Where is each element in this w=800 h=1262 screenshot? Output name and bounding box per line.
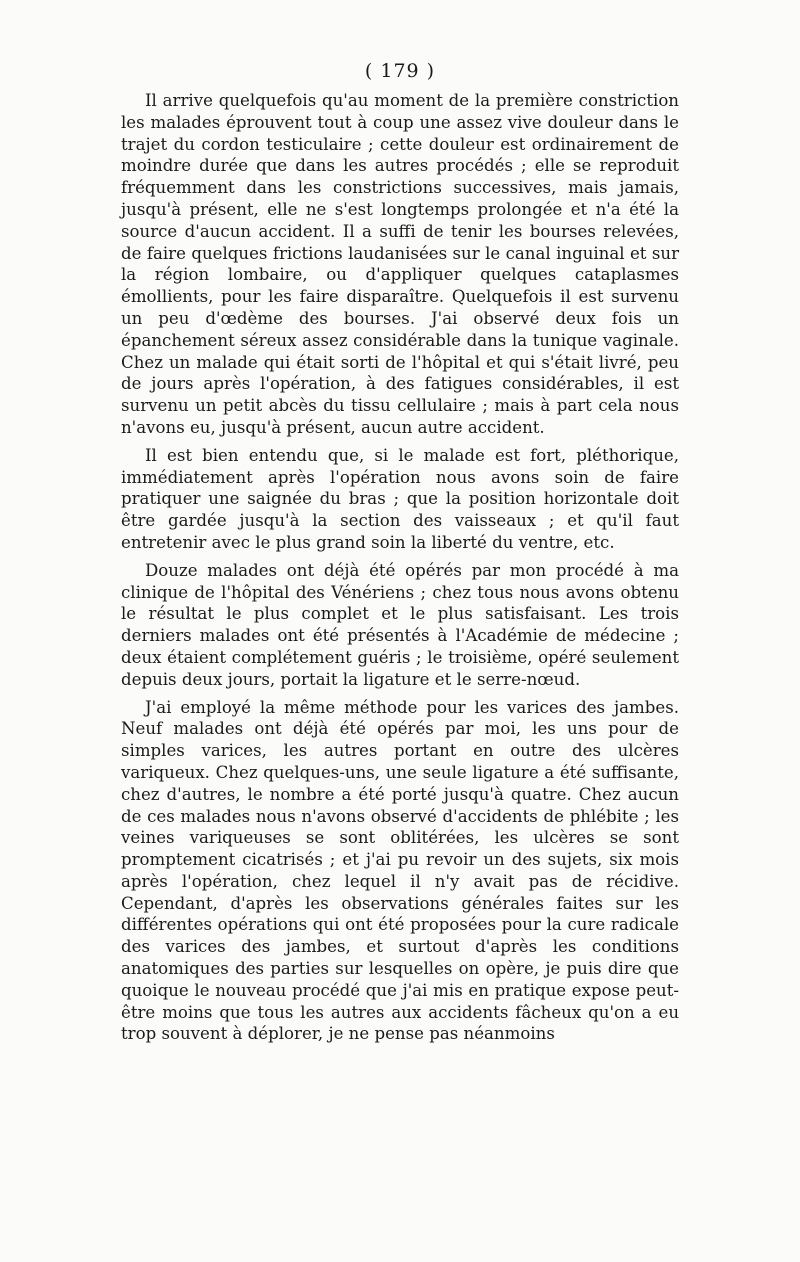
paragraph-constriction-pain: Il arrive quelquefois qu'au moment de la première constriction les malades éprouvent tout à coup une assez vive douleur dans le trajet du cordon testiculaire ; cette douleur est ordinairement de moindre durée que dans les autres procédés ; elle se reproduit fréquemment dans les constrictions successives, mais jamais, jusqu'à présent, elle ne s'est longtemps prolongée et n'a été la source d'aucun accident. Il a suffi de tenir les bourses relevées, de faire quelques frictions laudanisées sur le canal inguinal et sur la région lombaire, ou d'appliquer quelques cataplasmes émollients, pour les faire disparaître. Quelquefois il est survenu un peu d'œdème des bourses. J'ai observé deux fois un épanchement séreux assez considérable dans la tunique vaginale. Chez un malade qui était sorti de l'hôpital et qui s'était livré, peu de jours après l'opération, à des fatigues considérables, il est survenu un petit abcès du tissu cellulaire ; mais à part cela nous n'avons eu, jusqu'à présent, aucun autre accident. — [121, 91, 679, 437]
paragraph-varicose-veins: J'ai employé la même méthode pour les varices des jambes. Neuf malades ont déjà été opérés par moi, les uns pour de simples varices, les autres portant en outre des ulcères variqueux. Chez quelques-uns, une seule ligature a été suffisante, chez d'autres, le nombre a été porté jusqu'à quatre. Chez aucun de ces malades nous n'avons observé d'accidents de phlébite ; les veines variqueuses se sont oblitérées, les ulcères se sont promptement cicatrisés ; et j'ai pu revoir un des sujets, six mois après l'opération, chez lequel il n'y avait pas de récidive. Cependant, d'après les observations générales faites sur les différentes opérations qui ont été proposées pour la cure radicale des varices des jambes, et surtout d'après les conditions anatomiques des parties sur lesquelles on opère, je puis dire que quoique le nouveau procédé que j'ai mis en pratique expose peut-être moins que tous les autres aux accidents fâcheux qu'on a eu trop souvent à déplorer, je ne pense pas néanmoins — [121, 697, 679, 1044]
page-number: ( 179 ) — [364, 60, 436, 82]
book-page — [121, 58, 679, 1158]
paragraph-post-operative-care: Il est bien entendu que, si le malade est fort, pléthorique, immédiatement après l'opération nous avons soin de faire pratiquer une saignée du bras ; que la position horizontale doit être gardée jusqu'à la section des vaisseaux ; et qu'il faut entretenir avec le plus grand soin la liberté du ventre, etc. — [121, 445, 679, 552]
paragraph-clinical-results: Douze malades ont déjà été opérés par mon procédé à ma clinique de l'hôpital des Vénériens ; chez tous nous avons obtenu le résultat le plus complet et le plus satisfaisant. Les trois derniers malades ont été présentés à l'Académie de médecine ; deux étaient complétement guéris ; le troisième, opéré seulement depuis deux jours, portait la ligature et le serre-nœud. — [121, 560, 679, 689]
